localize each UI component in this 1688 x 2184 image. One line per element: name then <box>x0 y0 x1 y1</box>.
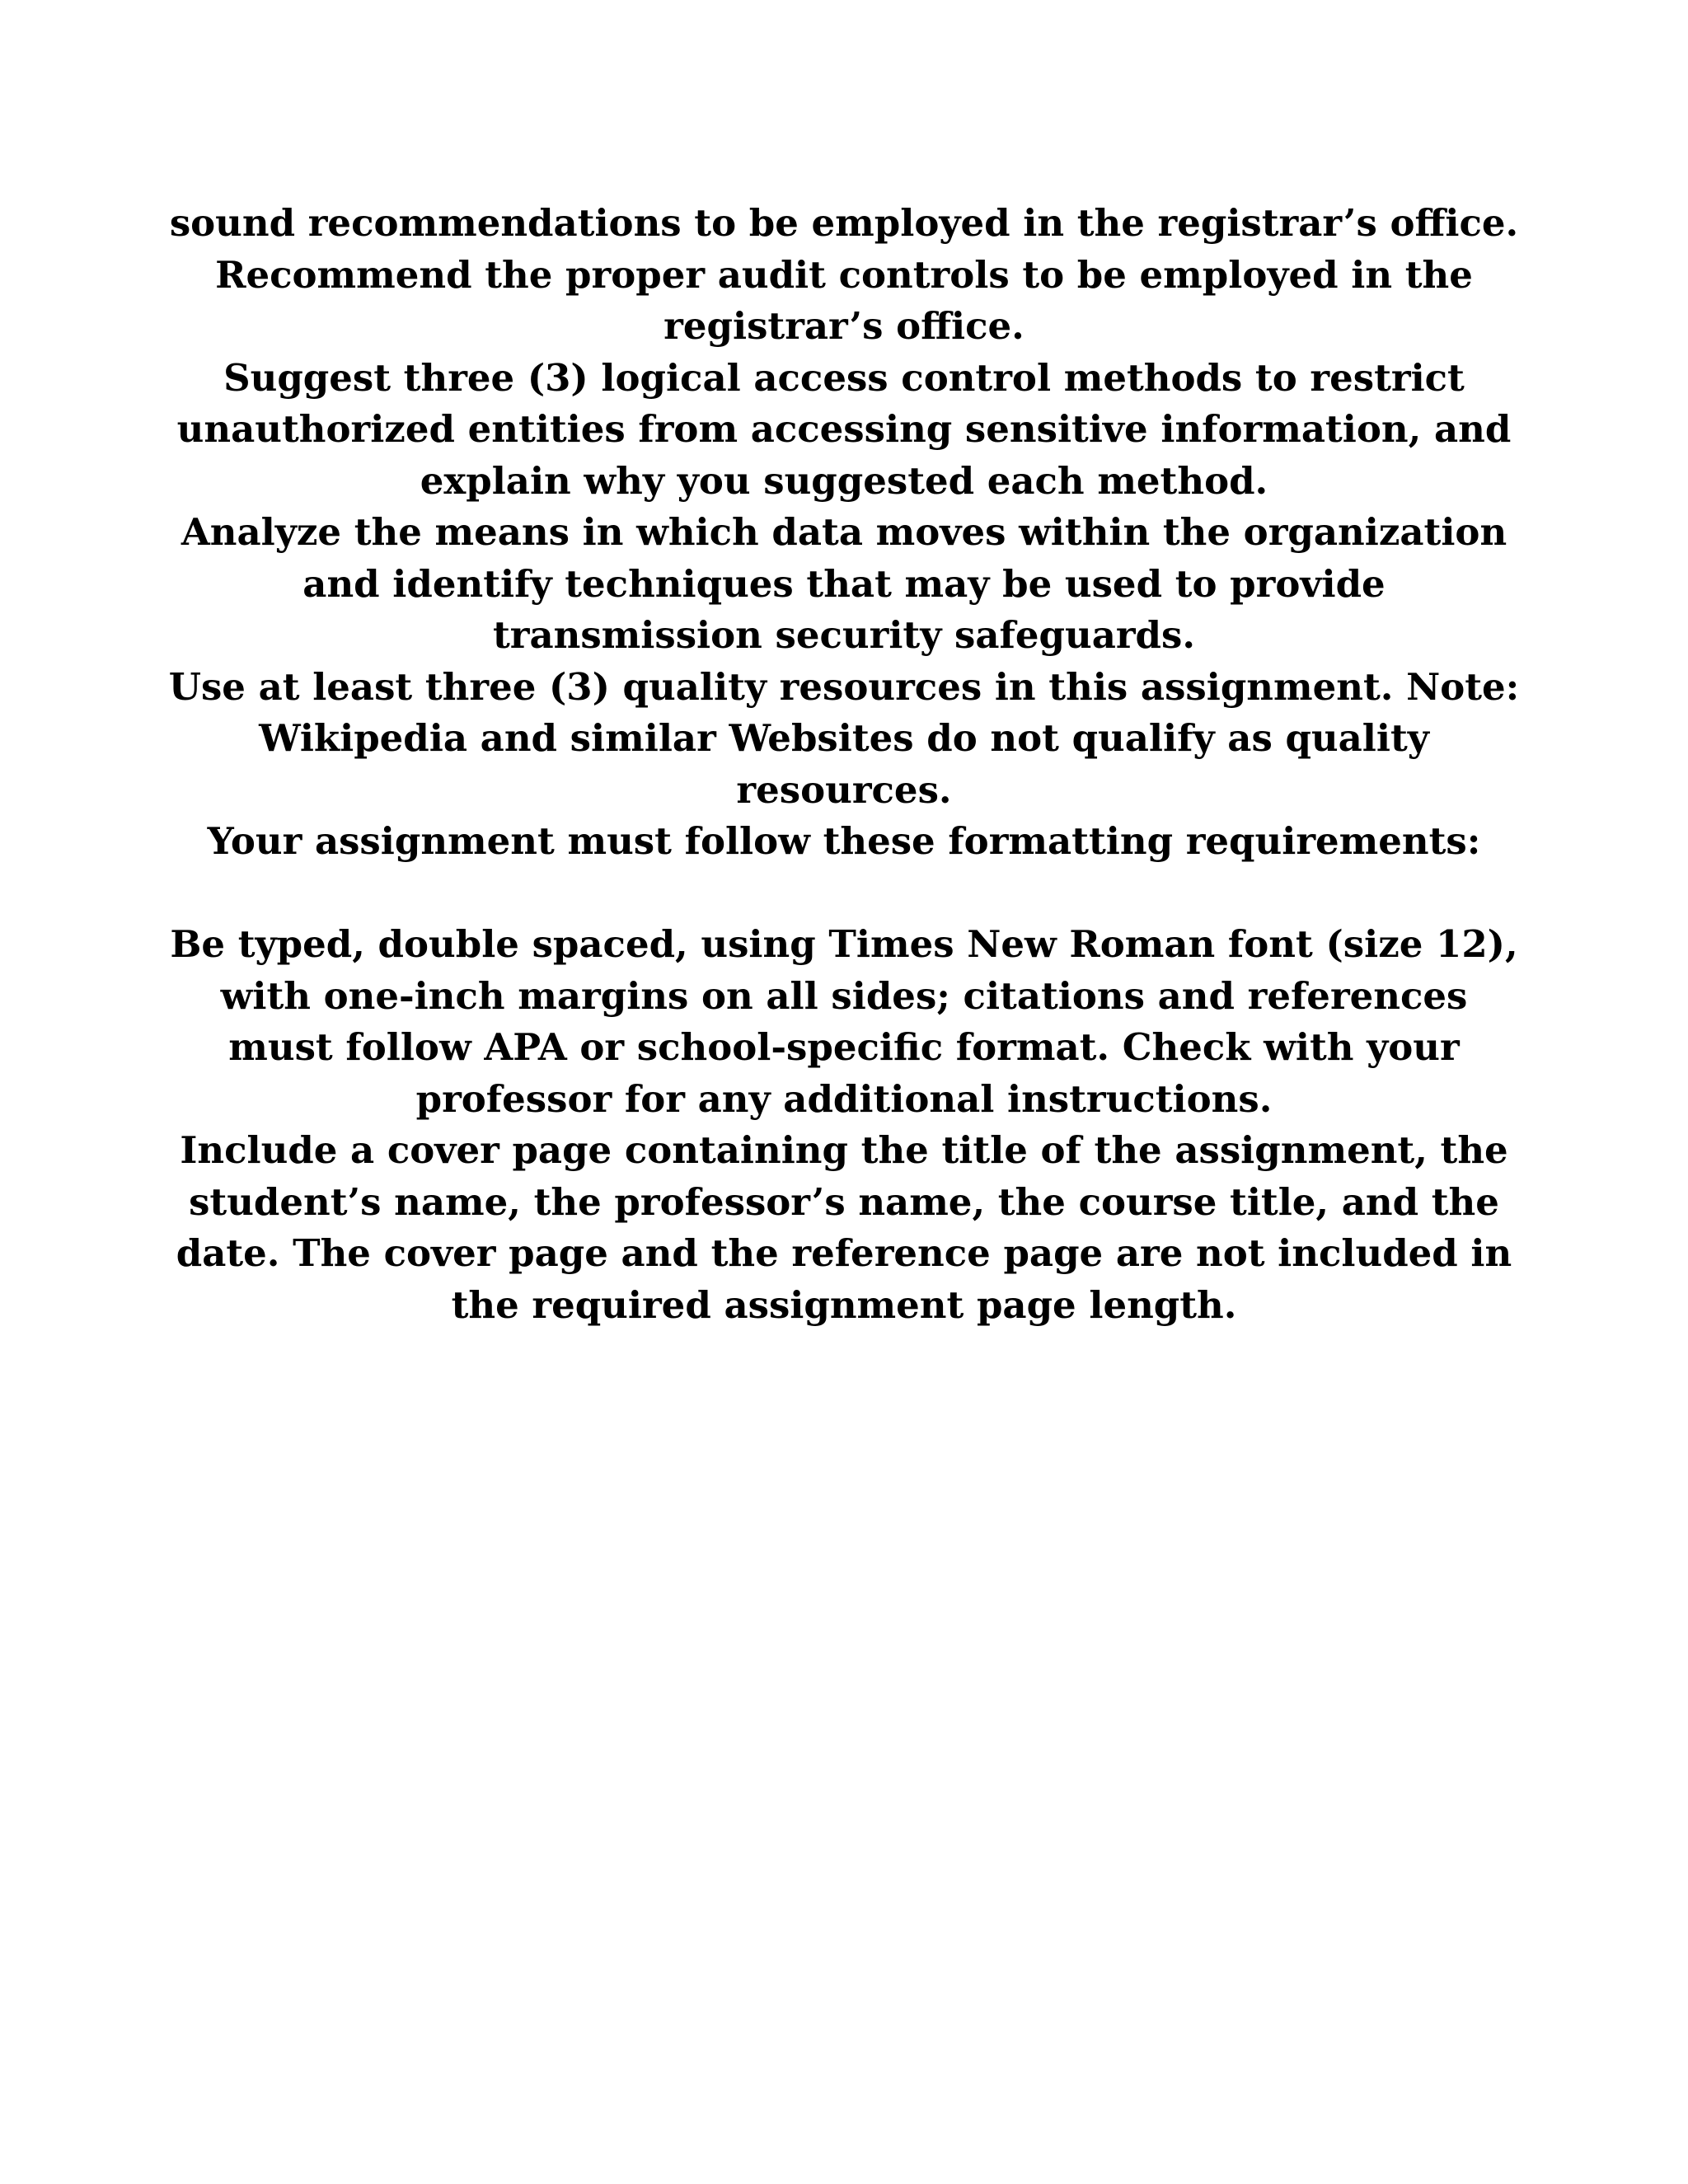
paragraph-quality-resources: Use at least three (3) quality resources in this assignment. Note: Wikipedia and similar Websites do not qualify as quality resources. <box>168 664 1520 812</box>
paragraph-data-transmission: Analyze the means in which data moves within the organization and identify techniques that may be used to provide transmission security safeguards. <box>181 510 1507 657</box>
blank-line <box>165 868 1523 920</box>
paragraph-typing-requirements: Be typed, double spaced, using Times New Roman font (size 12), with one-inch margins on all sides; citations and references must follow APA or school-specific format. Check with your professor for any additional instructions. <box>170 922 1518 1121</box>
paragraph-formatting-requirements-heading: Your assignment must follow these formatting requirements: <box>207 819 1481 863</box>
paragraph-cover-page-requirements: Include a cover page containing the title of the assignment, the student’s name, the professor’s name, the course title, and the date. The cover page and the reference page are not included in the required assignment page length. <box>176 1128 1512 1327</box>
paragraph-registrar-recommendations: sound recommendations to be employed in the registrar’s office. <box>169 201 1519 245</box>
paragraph-audit-controls: Recommend the proper audit controls to be employed in the registrar’s office. <box>215 252 1473 348</box>
paragraph-logical-access-controls: Suggest three (3) logical access control methods to restrict unauthorized entities from accessing sensitive information, and explain why you suggested each method. <box>176 355 1512 503</box>
document-body <box>165 198 1523 1331</box>
